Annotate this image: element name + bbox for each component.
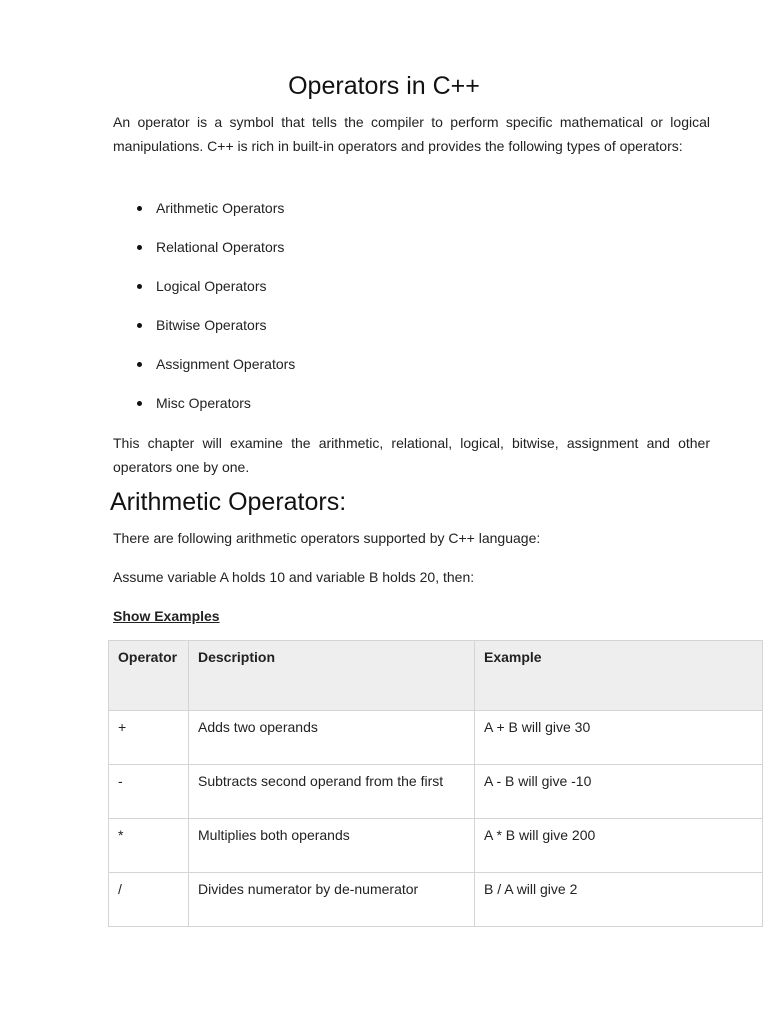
list-item: [113, 196, 295, 235]
list-item-label: Misc Operators: [156, 395, 251, 411]
example-cell: A * B will give 200: [475, 819, 763, 873]
list-item: [113, 391, 295, 430]
assumption-text: Assume variable A holds 10 and variable B holds 20, then:: [113, 569, 475, 585]
section-intro-text: There are following arithmetic operators supported by C++ language:: [113, 530, 541, 546]
list-item: [113, 352, 295, 391]
operator-types-list: [113, 196, 295, 430]
operator-cell: *: [109, 819, 189, 873]
list-item: [113, 235, 295, 274]
outro-paragraph: This chapter will examine the arithmetic, relational, logical, bitwise, assignment and other operators one by one.: [113, 435, 710, 475]
description-cell: Subtracts second operand from the first: [189, 765, 475, 819]
example-cell: A + B will give 30: [475, 711, 763, 765]
description-cell: Multiplies both operands: [189, 819, 475, 873]
arithmetic-operators-table: [108, 640, 763, 927]
intro-paragraph: An operator is a symbol that tells the compiler to perform specific mathematical or logical manipulations. C++ is rich in built-in operators and provides the following types of operators:: [113, 114, 710, 154]
operator-cell: -: [109, 765, 189, 819]
list-item-label: Relational Operators: [156, 239, 285, 255]
list-item: [113, 313, 295, 352]
list-item-label: Bitwise Operators: [156, 317, 267, 333]
column-header-description: Description: [189, 641, 475, 711]
table-row: [109, 711, 763, 765]
page-title: Operators in C++: [288, 72, 480, 100]
table-row: [109, 765, 763, 819]
example-cell: B / A will give 2: [475, 873, 763, 927]
bullet-icon: [137, 323, 142, 328]
list-item-label: Assignment Operators: [156, 356, 296, 372]
bullet-icon: [137, 206, 142, 211]
bullet-icon: [137, 245, 142, 250]
operator-cell: /: [109, 873, 189, 927]
bullet-icon: [137, 401, 142, 406]
table-header-row: [109, 641, 763, 711]
list-item: [113, 274, 295, 313]
column-header-example: Example: [475, 641, 763, 711]
column-header-operator: Operator: [109, 641, 189, 711]
description-cell: Divides numerator by de-numerator: [189, 873, 475, 927]
list-item-label: Logical Operators: [156, 278, 267, 294]
section-heading: Arithmetic Operators:: [110, 488, 347, 516]
description-cell: Adds two operands: [189, 711, 475, 765]
bullet-icon: [137, 362, 142, 367]
table-row: [109, 819, 763, 873]
bullet-icon: [137, 284, 142, 289]
show-examples-link[interactable]: Show Examples: [113, 608, 220, 624]
list-item-label: Arithmetic Operators: [156, 200, 285, 216]
operator-cell: +: [109, 711, 189, 765]
table-row: [109, 873, 763, 927]
example-cell: A - B will give -10: [475, 765, 763, 819]
